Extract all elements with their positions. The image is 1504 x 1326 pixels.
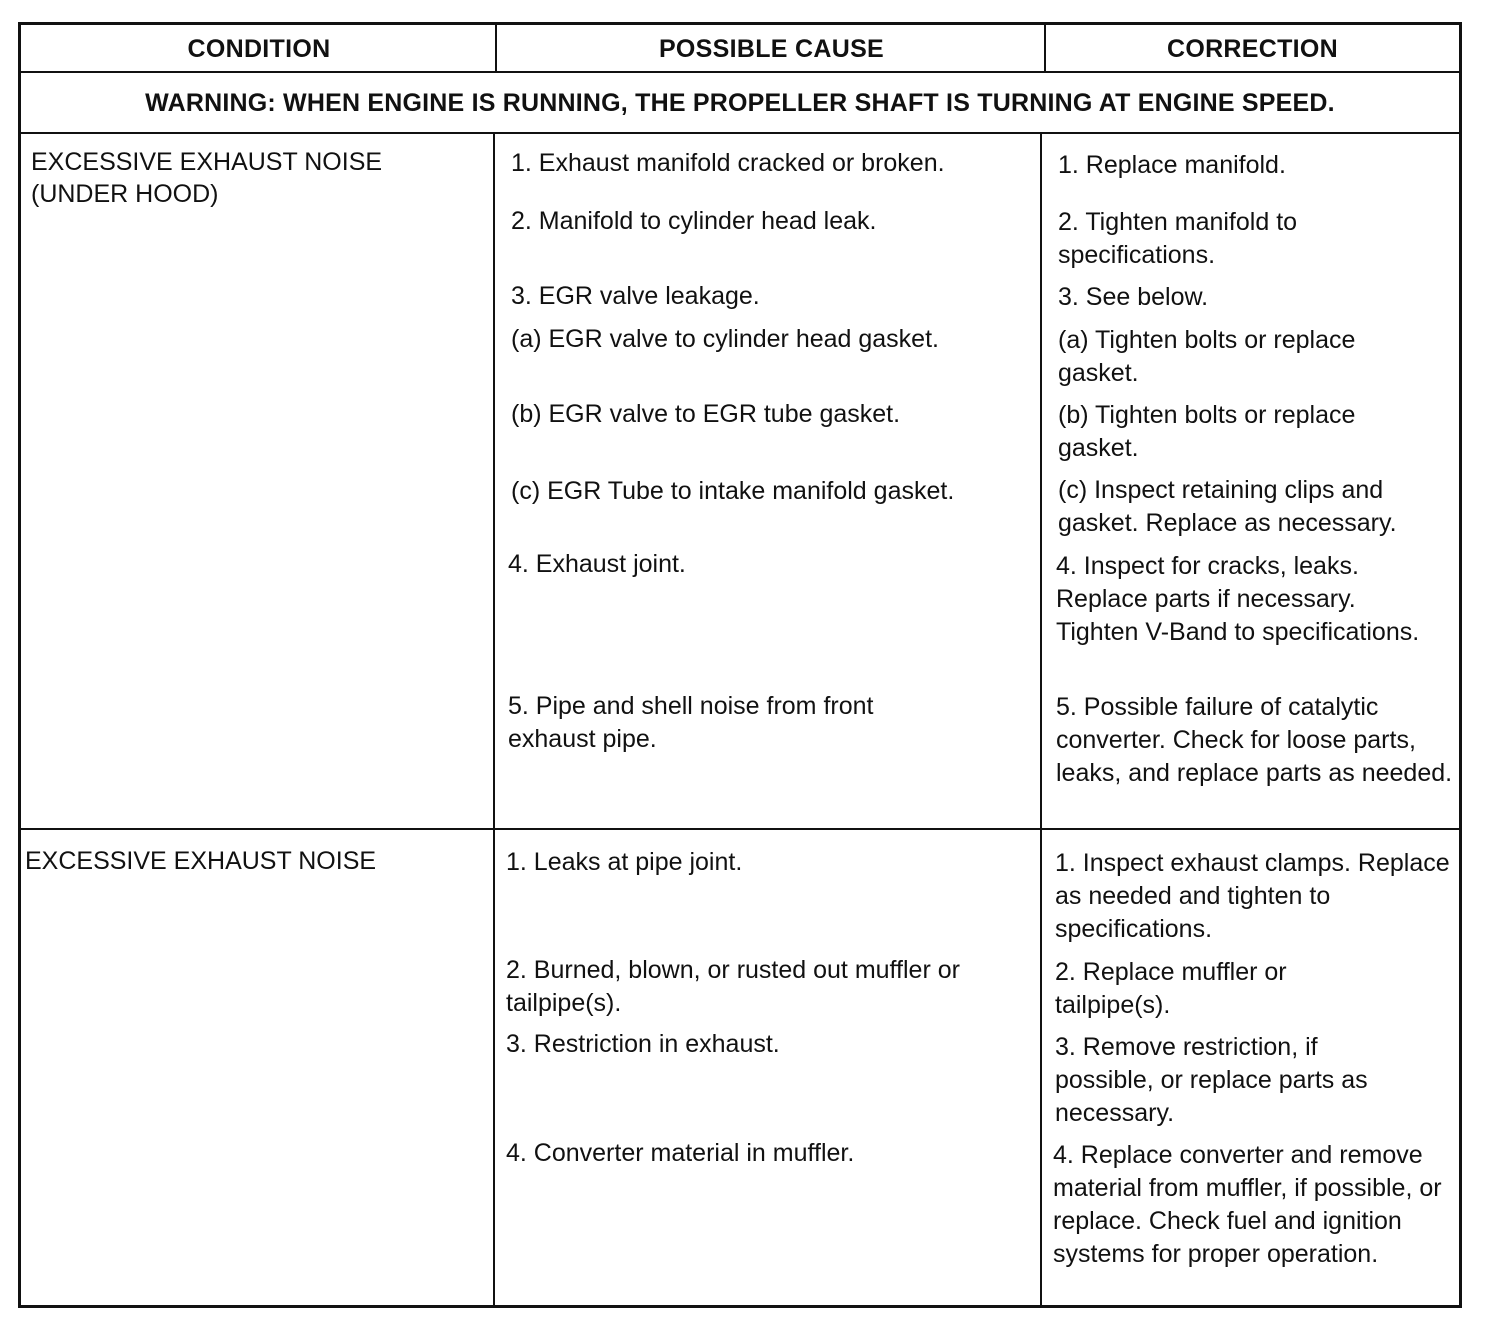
correction-cell: (a) Tighten bolts or replace gasket. [1058, 326, 1356, 387]
cause-cell: 1. Leaks at pipe joint. [506, 848, 743, 876]
correction-cell: 1. Replace manifold. [1058, 151, 1286, 179]
section-divider [21, 828, 1459, 830]
warning-divider [21, 132, 1459, 134]
cause-cell: 1. Exhaust manifold cracked or broken. [511, 149, 945, 177]
correction-cell: 1. Inspect exhaust clamps. Replace as needed and tighten to specifications. [1055, 849, 1450, 943]
column-divider [1044, 25, 1046, 73]
correction-cell: 3. Remove restriction, if possible, or replace parts as necessary. [1055, 1033, 1368, 1127]
column-divider [495, 25, 497, 73]
cause-cell: 5. Pipe and shell noise from front exhaust pipe. [508, 692, 874, 753]
cause-cell: (b) EGR valve to EGR tube gasket. [511, 400, 901, 428]
cause-cell: 3. Restriction in exhaust. [506, 1030, 780, 1058]
condition-line: (UNDER HOOD) [31, 180, 219, 208]
cause-cell: (a) EGR valve to cylinder head gasket. [511, 325, 939, 353]
header-condition: CONDITION [187, 34, 331, 63]
correction-cell: (c) Inspect retaining clips and gasket. Replace as necessary. [1058, 476, 1397, 537]
cause-cell: (c) EGR Tube to intake manifold gasket. [511, 477, 955, 505]
correction-cell: 2. Tighten manifold to specifications. [1058, 208, 1298, 269]
cause-cell: 3. EGR valve leakage. [511, 282, 760, 310]
column-divider [1040, 132, 1042, 1308]
correction-cell: (b) Tighten bolts or replace gasket. [1058, 401, 1356, 462]
correction-cell: 4. Inspect for cracks, leaks. Replace parts if necessary. Tighten V-Band to specifications. [1056, 552, 1420, 646]
condition-line: EXCESSIVE EXHAUST NOISE [25, 847, 377, 875]
troubleshooting-table [18, 22, 1462, 1308]
condition-cell [25, 845, 376, 877]
cause-cell: 4. Converter material in muffler. [506, 1139, 855, 1167]
correction-cell: 5. Possible failure of catalytic converter. Check for loose parts, leaks, and replace parts as needed. [1056, 693, 1453, 787]
condition-line: EXCESSIVE EXHAUST NOISE [31, 148, 383, 176]
header-possible-cause: POSSIBLE CAUSE [658, 34, 885, 63]
warning-banner: WARNING: WHEN ENGINE IS RUNNING, THE PROPELLER SHAFT IS TURNING AT ENGINE SPEED. [145, 88, 1335, 117]
correction-cell: 3. See below. [1058, 283, 1209, 311]
cause-cell: 2. Burned, blown, or rusted out muffler or tailpipe(s). [506, 956, 960, 1017]
condition-cell [31, 146, 382, 210]
cause-cell: 2. Manifold to cylinder head leak. [511, 207, 877, 235]
header-correction: CORRECTION [1166, 34, 1339, 63]
column-divider [493, 132, 495, 1308]
correction-cell: 2. Replace muffler or tailpipe(s). [1055, 958, 1287, 1019]
cause-cell: 4. Exhaust joint. [508, 550, 686, 578]
correction-cell: 4. Replace converter and remove material from muffler, if possible, or replace. Check fuel and ignition systems for proper operation. [1053, 1141, 1442, 1268]
